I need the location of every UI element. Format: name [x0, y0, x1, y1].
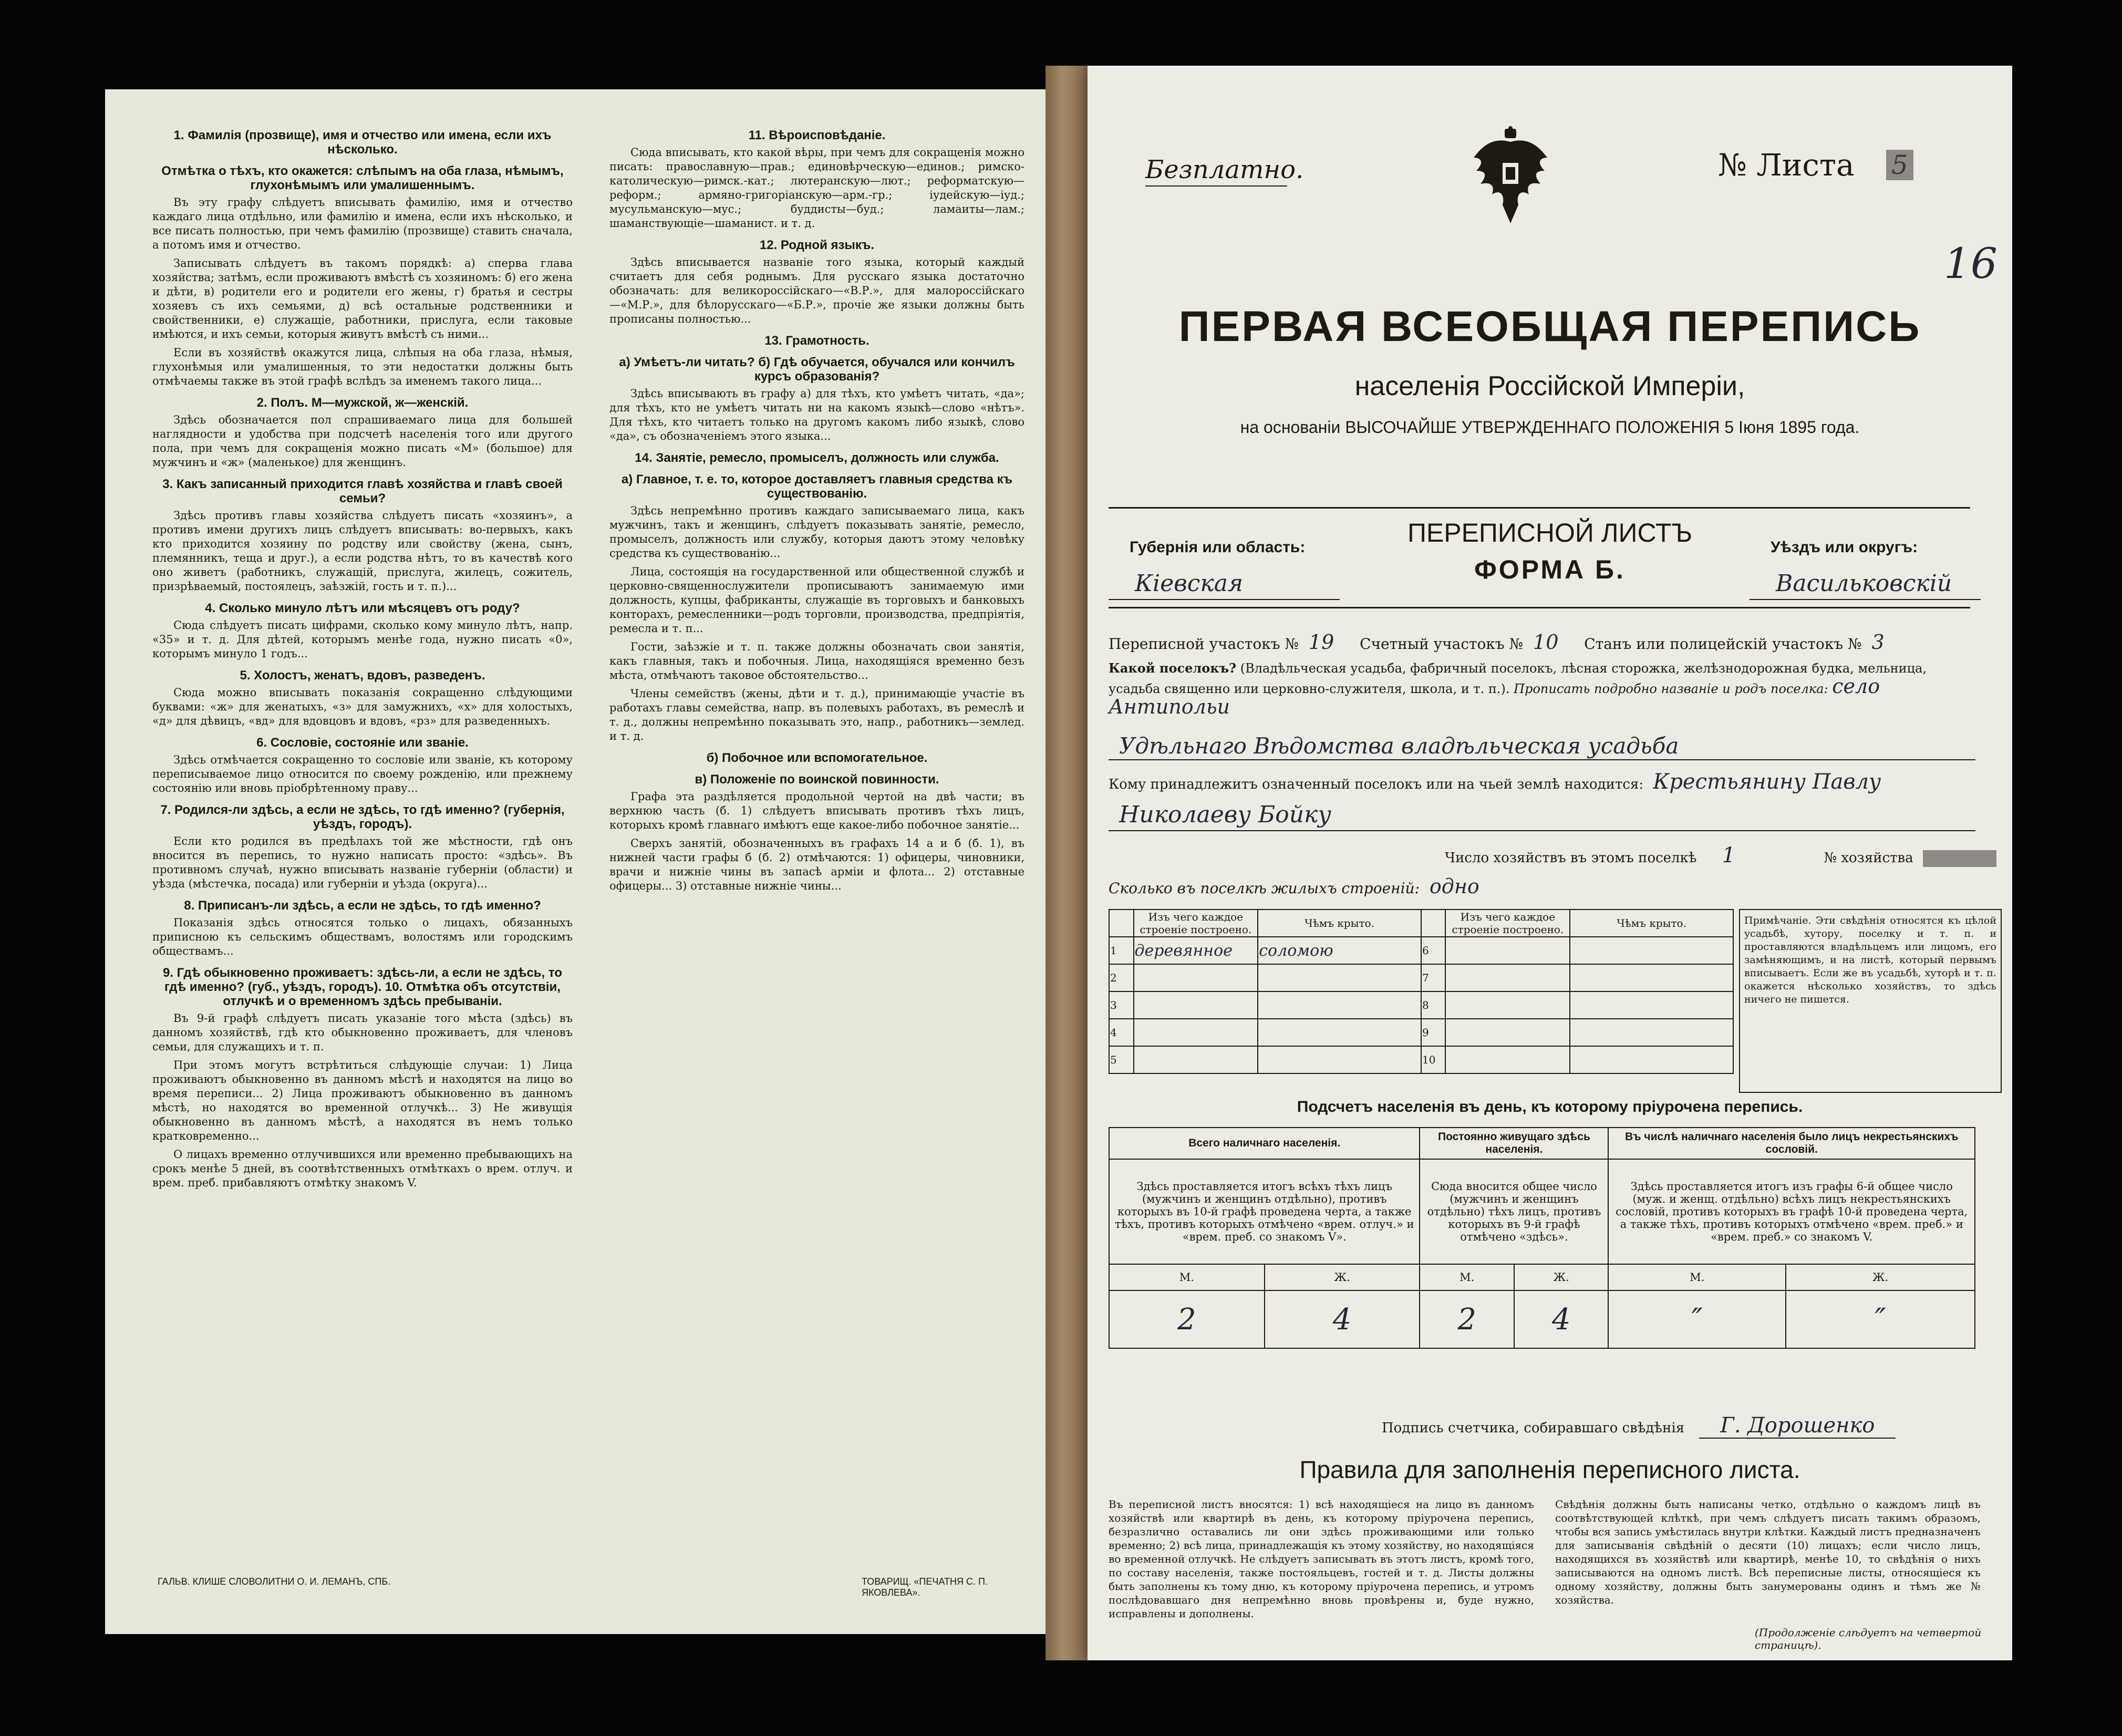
female-header: Ж.	[1514, 1264, 1609, 1290]
instruction-paragraph: Записывать слѣдуетъ въ такомъ порядкѣ: а) сперва глава хозяйства; затѣмъ, если проживаютъ вмѣстѣ съ хозяиномъ: б) его жена и дѣти, в) родители его и родители его жены, г) братья и сестры хозяевъ съ ихъ семьями, д) всѣ остальные родственники и свойственники, е) служащіе, работники, прислуга, если таковые имѣются, и ихъ семьи, которыя живутъ вмѣстѣ съ ними...	[152, 257, 573, 340]
tally-desc-resident: Сюда вносится общее число (мужчинъ и женщинъ отдѣльно) тѣхъ лицъ, противъ которыхъ въ 9-й графѣ отмѣчено «здѣсь».	[1420, 1159, 1608, 1264]
form-legal-basis: на основаніи ВЫСОЧАЙШЕ УТВЕРЖДЕННАГО ПОЛОЖЕНІЯ 5 Іюня 1895 года.	[1240, 418, 1860, 437]
building-number: 7	[1421, 964, 1446, 991]
building-material	[1445, 937, 1570, 964]
households-value: 1	[1722, 843, 1736, 867]
building-material	[1445, 1019, 1570, 1046]
signature-label: Подпись счетчика, собиравшаго свѣдѣнія	[1382, 1420, 1685, 1436]
male-count: ″	[1608, 1290, 1786, 1348]
building-roof	[1258, 964, 1421, 991]
continued-note: (Продолженіе слѣдуетъ на четвертой страницѣ).	[1755, 1626, 1982, 1651]
building-number: 1	[1109, 937, 1134, 964]
printer-mark-right: ТОВАРИЩ. «ПЕЧАТНЯ С. П. ЯКОВЛЕВА».	[862, 1576, 988, 1598]
building-material	[1445, 1046, 1570, 1073]
book-spine	[1046, 66, 1088, 1660]
building-roof	[1258, 991, 1421, 1019]
instruction-heading: а) Главное, т. е. то, которое доставляетъ главныя средства къ существованію.	[621, 472, 1013, 501]
census-form-page	[1088, 66, 2012, 1660]
instruction-paragraph: Графа эта раздѣляется продольной чертой на двѣ части; въ верхнюю часть (б. 1) слѣдуетъ вписывать противъ тѣхъ лицъ, которыхъ кромѣ главнаго имѣютъ еще какое-либо побочное занятіе...	[609, 790, 1024, 831]
building-number: 6	[1421, 937, 1446, 964]
instruction-paragraph: Если кто родился въ предѣлахъ той же мѣстности, гдѣ онъ вносится въ перепись, то нужно написать просто: «здѣсь». Въ противномъ случаѣ, нужно вписывать названіе губерніи (области) и уѣзда (мѣстечка, посада) или губерніи и уѣзда (округа)...	[152, 835, 573, 890]
settlement-value-2: Удѣльнаго Вѣдомства владѣльческая усадьба	[1119, 733, 1679, 759]
tally-title: Подсчетъ населенія въ день, къ которому пріурочена перепись.	[1297, 1098, 1803, 1115]
instructions-column-a	[152, 121, 573, 1555]
left-page	[105, 89, 1046, 1634]
instruction-paragraph: Здѣсь обозначается пол спрашиваемаго лица для большей наглядности и удобства при подсчетѣ населенія того или другого пола, при чемъ для сокращенія можно писать «М» (большое) для мужчинъ и «ж» (маленькое) для женщинъ.	[152, 414, 573, 469]
buildings-note: Примѣчаніе. Эти свѣдѣнія относятся къ цѣлой усадьбѣ, хутору, поселку и т. п. и проставляются владѣльцемъ или лицомъ, его замѣняющимъ, и на листѣ, который первымъ вписываетъ. Если же въ усадьбѣ, хуторѣ и т. п. окажется нѣсколько хозяйствъ, то здѣсь ничего не пишется.	[1739, 909, 2002, 1093]
male-header: М.	[1109, 1264, 1265, 1290]
rules-text-left: Въ переписной листъ вносятся: 1) всѣ находящіеся на лицо въ данномъ хозяйствѣ или квартирѣ въ день, къ которому пріурочена перепись, безразлично оставались ли они здѣсь проживающими или только временно; 2) всѣ лица, принадлежащія къ этому хозяйству, но находящіяся во временной отлучкѣ. Не слѣдуетъ записывать въ этотъ листъ, кромѣ того, по составу населенія, также постояльцевъ, гостей и т. д. Листы должны быть заполнены къ тому дню, къ которому пріурочена перепись, и утромъ послѣдовавшаго дня непремѣнно вновь провѣрены и, буде нужно, исправлены и дополнены.	[1109, 1498, 1534, 1620]
tally-header-nonpeasant: Въ числѣ наличнаго населенія было лицъ некрестьянскихъ сословій.	[1608, 1128, 1975, 1159]
enumerator-signature: Г. Дорошенко	[1699, 1413, 1896, 1439]
instruction-heading: 1. Фамилія (прозвище), имя и отчество или имена, если ихъ нѣсколько.	[173, 128, 552, 157]
household-number-label: № хозяйства	[1824, 850, 1913, 866]
building-material	[1134, 991, 1258, 1019]
rules-title: Правила для заполненія переписного листа.	[1299, 1456, 1800, 1483]
building-roof	[1258, 1019, 1421, 1046]
census-section-value: 19	[1308, 631, 1334, 654]
building-material	[1445, 991, 1570, 1019]
building-number: 10	[1421, 1046, 1446, 1073]
population-tally-table	[1109, 1127, 1975, 1349]
buildings-material-header-2: Изъ чего каждое строеніе построено.	[1445, 910, 1570, 937]
instruction-heading: 6. Сословіе, состояніе или званіе.	[256, 736, 469, 750]
owner-value-2: Николаеву Бойку	[1119, 801, 1331, 828]
sheet-number-label: № Листа	[1718, 147, 1855, 183]
male-header: М.	[1608, 1264, 1786, 1290]
buildings-roof-header-2: Чѣмъ крыто.	[1570, 910, 1733, 937]
instructions-column-b	[609, 121, 1024, 1555]
instruction-heading: в) Положеніе по воинской повинности.	[695, 772, 939, 787]
buildings-label: Сколько въ поселкѣ жилыхъ строеній:	[1109, 880, 1420, 897]
instruction-heading: а) Умѣетъ-ли читать? б) Гдѣ обучается, обучался или кончилъ курсъ образованія?	[619, 355, 1015, 384]
tally-header-present: Всего наличнаго населенія.	[1109, 1128, 1420, 1159]
instruction-paragraph: Здѣсь вписывается названіе того языка, который каждый считаетъ для себя роднымъ. Для русскаго языка достаточно обозначать: для великороссійскаго—«В.Р.», для малороссійскаго—«М.Р.», для бѣлорусскаго—«Б.Р.», прочіе же языки должны быть прописаны полностью...	[609, 256, 1024, 325]
census-section-label: Переписной участокъ №	[1109, 635, 1299, 653]
settlement-block	[1109, 659, 1975, 718]
building-number: 3	[1109, 991, 1134, 1019]
form-subtitle: населенія Россійской Имперіи,	[1354, 371, 1745, 401]
instruction-paragraph: Здѣсь вписывають въ графу а) для тѣхъ, кто умѣетъ читать, «да»; для тѣхъ, кто не умѣетъ читать ни на какомъ языкѣ—слово «нѣтъ». Для тѣхъ, кто читаетъ только на другомъ какомъ либо языкѣ, слово «да», съ обозначеніемъ этого языка...	[609, 387, 1024, 442]
buildings-row	[1109, 1019, 1733, 1046]
building-roof	[1570, 991, 1733, 1019]
female-header: Ж.	[1265, 1264, 1420, 1290]
count-section-label: Счетный участокъ №	[1360, 635, 1524, 653]
guberniya-value: Кіевская	[1135, 570, 1244, 597]
settlement-label: Какой поселокъ?	[1109, 660, 1237, 676]
building-number: 9	[1421, 1019, 1446, 1046]
male-count: 2	[1109, 1290, 1265, 1348]
instruction-paragraph: Здѣсь отмѣчается сокращенно то сословіе или званіе, къ которому переписываемое лицо относится по своему рожденію, или прежнему состоянію или вновь пріобрѣтенному праву...	[152, 753, 573, 794]
instruction-paragraph: Здѣсь непремѣнно противъ каждаго записываемаго лица, какъ мужчинъ, такъ и женщинъ, слѣдуетъ показывать занятіе, ремесло, промыселъ, должность или службу, которыя даютъ этому человѣку средства къ существованію...	[609, 504, 1024, 560]
buildings-table	[1109, 909, 1734, 1074]
female-count: ″	[1786, 1290, 1975, 1348]
building-roof	[1570, 964, 1733, 991]
instruction-paragraph: Гости, заѣзжіе и т. п. также должны обозначать свои занятія, какъ главныя, такъ и побочныя. Лица, находящіяся временно безъ мѣста, отмѣчаютъ таковое обстоятельство...	[609, 640, 1024, 681]
instruction-heading: 9. Гдѣ обыкновенно проживаетъ: здѣсь-ли, а если не здѣсь, то гдѣ именно? (губ., уѣздъ, городъ). 10. Отмѣтка объ отсутствіи, отлучкѣ и о временномъ здѣсь пребываніи.	[163, 966, 562, 1008]
building-material	[1134, 964, 1258, 991]
tally-header-resident: Постоянно живущаго здѣсь населенія.	[1420, 1128, 1608, 1159]
buildings-roof-header: Чѣмъ крыто.	[1258, 910, 1421, 937]
instruction-paragraph: Здѣсь противъ главы хозяйства слѣдуетъ писать «хозяинъ», а противъ имени другихъ лицъ слѣдуетъ вписывать: во-первыхъ, какъ кто приходится хозяину по родству или свойству (жена, сынъ, племянникъ, теща и друг.), а если родства нѣтъ, то въ качествѣ кого оно живетъ (работникъ, служащій, прислуга, жилецъ, сожитель, призрѣваемый, постоялецъ, заѣзжій, гость и т. п.)...	[152, 509, 573, 593]
sheet-number-value: 5	[1886, 150, 1913, 180]
female-count: 4	[1265, 1290, 1420, 1348]
archive-page-number: 16	[1944, 239, 1997, 288]
households-label: Число хозяйствъ въ этомъ поселкѣ	[1445, 850, 1697, 866]
instruction-heading: 8. Приписанъ-ли здѣсь, а если не здѣсь, то гдѣ именно?	[184, 898, 541, 913]
owner-label: Кому принадлежитъ означенный поселокъ или на чьей землѣ находится:	[1109, 777, 1644, 792]
settlement-value-1: село Антипольи	[1109, 675, 1880, 718]
building-roof: соломою	[1258, 937, 1421, 964]
building-roof	[1570, 937, 1733, 964]
stan-label: Станъ или полицейскій участокъ №	[1584, 635, 1862, 653]
instruction-heading: 12. Родной языкъ.	[759, 238, 875, 252]
instruction-paragraph: Члены семействъ (жены, дѣти и т. д.), принимающіе участіе въ работахъ главы семейства, напр. въ полевыхъ работахъ, въ ремеслѣ и т. д., должны непремѣнно показывать это, напр., работникъ—землед. и т. д.	[609, 687, 1024, 742]
settlement-hint-2: Прописать подробно названіе и родъ поселка:	[1514, 681, 1828, 696]
printer-mark-left: ГАЛЬВ. КЛИШЕ СЛОВОЛИТНИ О. И. ЛЕМАНЪ, СПБ.	[158, 1576, 391, 1587]
imperial-eagle-icon	[1471, 126, 1550, 226]
household-number-redacted	[1923, 850, 1996, 867]
male-count: 2	[1420, 1290, 1514, 1348]
instruction-paragraph: При этомъ могутъ встрѣтиться слѣдующіе случаи: 1) Лица проживаютъ обыкновенно въ данномъ мѣстѣ и находятся на лицо во время переписи... 2) Лица проживаютъ обыкновенно въ данномъ мѣстѣ, но находятся во временной отлучкѣ... 3) Не живущія обыкновенно въ данномъ мѣстѣ, а находятся въ немъ только кратковременно...	[152, 1059, 573, 1142]
instruction-heading: 4. Сколько минуло лѣтъ или мѣсяцевъ отъ роду?	[205, 601, 520, 615]
buildings-value: одно	[1429, 875, 1479, 898]
sheet-form-code: ФОРМА Б.	[1474, 555, 1626, 584]
building-number: 5	[1109, 1046, 1134, 1073]
buildings-row	[1109, 1046, 1733, 1073]
building-roof	[1570, 1046, 1733, 1073]
instruction-heading: 14. Занятіе, ремесло, промыселъ, должность или служба.	[635, 451, 999, 465]
sheet-type-title: ПЕРЕПИСНОЙ ЛИСТЪ	[1407, 518, 1693, 547]
instruction-paragraph: Въ эту графу слѣдуетъ вписывать фамилію, имя и отчество каждаго лица отдѣльно, или фамилію и имена, если ихъ нѣсколько, и все писать полностью, при чемъ фамилію (прозвище) ставить сначала, а потомъ имя и отчество.	[152, 196, 573, 251]
instruction-paragraph: Сверхъ занятій, обозначенныхъ въ графахъ 14 а и б (б. 1), въ нижней части графы б (б. 2) отмѣчаются: 1) офицеры, чиновники, врачи и нижніе чины въ запасѣ арміи и флота... 2) отставные офицеры... 3) отставные нижніе чины...	[609, 837, 1024, 892]
building-material	[1445, 964, 1570, 991]
instruction-paragraph: Если въ хозяйствѣ окажутся лица, слѣпыя на оба глаза, нѣмыя, глухонѣмыя или умалишенныя, то эти недостатки должны быть отмѣчаемы также въ этой графѣ вслѣдъ за именемъ такого лица...	[152, 346, 573, 387]
instruction-heading: 11. Вѣроисповѣданіе.	[748, 128, 886, 142]
buildings-row	[1109, 937, 1733, 964]
instruction-heading: 5. Холостъ, женатъ, вдовъ, разведенъ.	[240, 668, 485, 683]
free-label: Безплатно.	[1145, 155, 1304, 184]
owner-value-1: Крестьянину Павлу	[1653, 770, 1881, 794]
instruction-paragraph: Лица, состоящія на государственной или общественной службѣ и церковно-священнослужители прописываютъ занимаемую ими должность, купцы, фабриканты, служащіе въ торговыхъ и банковыхъ конторахъ, ремесленники—родъ торговли, производства, предпріятія, ремесла и т. п...	[609, 565, 1024, 635]
rules-text-right: Свѣдѣнія должны быть написаны четко, отдѣльно о каждомъ лицѣ въ соотвѣтствующей клѣткѣ, при чемъ слѣдуетъ писать такимъ образомъ, чтобы вся запись умѣстилась внутри клѣтки. Каждый листъ предназначенъ для записыванія свѣдѣній о десяти (10) лицахъ; если число лицъ, находящихся въ хозяйствѣ или квартирѣ, менѣе 10, то свѣдѣнія о нихъ записываются на одномъ листѣ. Всѣ переписные листы, относящіеся къ одному хозяйству, должны быть занумерованы одинъ и тѣмъ же № хозяйства.	[1555, 1498, 1981, 1606]
instruction-heading: 2. Полъ. М—мужской, ж—женскій.	[256, 396, 469, 410]
female-count: 4	[1514, 1290, 1609, 1348]
count-section-value: 10	[1533, 631, 1559, 654]
stan-value: 3	[1871, 631, 1885, 654]
instruction-paragraph: Въ 9-й графѣ слѣдуетъ писать указаніе того мѣста (здѣсь) въ данномъ хозяйствѣ, гдѣ кто обыкновенно проживаетъ, для членовъ семьи, для служащихъ и т. п.	[152, 1012, 573, 1053]
buildings-row	[1109, 964, 1733, 991]
building-roof	[1258, 1046, 1421, 1073]
male-header: М.	[1420, 1264, 1514, 1290]
instruction-heading: Отмѣтка о тѣхъ, кто окажется: слѣпымъ на оба глаза, нѣмымъ, глухонѣмымъ или умалишеннымъ.	[161, 164, 564, 192]
tally-desc-present: Здѣсь проставляется итогъ всѣхъ тѣхъ лицъ (мужчинъ и женщинъ отдѣльно), противъ которыхъ въ 10-й графѣ проведена черта, а также тѣхъ, противъ которыхъ отмѣчено «врем. отлуч.» и «врем. преб. со знакомъ V».	[1109, 1159, 1420, 1264]
building-roof	[1570, 1019, 1733, 1046]
female-header: Ж.	[1786, 1264, 1975, 1290]
building-number: 8	[1421, 991, 1446, 1019]
instruction-heading: б) Побочное или вспомогательное.	[706, 751, 928, 765]
tally-desc-nonpeasant: Здѣсь проставляется итогъ изъ графы 6-й общее число (муж. и женщ. отдѣльно) всѣхъ лицъ некрестьянскихъ сословій, противъ которыхъ въ графѣ 10-й проведена черта, а также тѣхъ, противъ которыхъ отмѣчено «врем. преб.» и «врем. преб.» со знакомъ V.	[1608, 1159, 1975, 1264]
form-title: ПЕРВАЯ ВСЕОБЩАЯ ПЕРЕПИСЬ	[1178, 303, 1921, 350]
instruction-paragraph: Сюда вписывать, кто какой вѣры, при чемъ для сокращенія можно писать: православную—прав.; единовѣрческую—единов.; римско-католическую—римск.-кат.; лютеранскую—лют.; реформатскую—реформ.; армяно-григоріанскую—арм.-гр.; іудейскую—іуд.; мусульманскую—мус.; буддисты—буд.; ламаиты—лам.; шаманствующіе—шаманист. и т. д.	[609, 146, 1024, 230]
instruction-paragraph: Сюда слѣдуетъ писать цифрами, сколько кому минуло лѣтъ, напр. «35» и т. д. Для дѣтей, которымъ менѣе года, нужно писать «0», которымъ минуло 1 годъ...	[152, 619, 573, 660]
instruction-heading: 3. Какъ записанный приходится главѣ хозяйства и главѣ своей семьи?	[162, 477, 563, 505]
uezd-label: Уѣздъ или округъ:	[1771, 539, 1918, 556]
building-material: деревянное	[1134, 937, 1258, 964]
building-material	[1134, 1019, 1258, 1046]
uezd-value: Васильковскій	[1776, 570, 1952, 597]
instruction-heading: 7. Родился-ли здѣсь, а если не здѣсь, то гдѣ именно? (губернія, уѣздъ, городъ).	[160, 803, 565, 831]
instruction-heading: 13. Грамотность.	[764, 334, 869, 348]
buildings-row	[1109, 991, 1733, 1019]
instruction-paragraph: О лицахъ временно отлучившихся или временно пребывающихъ на срокъ менѣе 5 дней, въ соотвѣтственныхъ отмѣткахъ о врем. отлуч. и врем. преб. прибавляютъ отмѣтку знакомъ V.	[152, 1148, 573, 1189]
instruction-paragraph: Сюда можно вписывать показанія сокращенно слѣдующими буквами: «ж» для женатыхъ, «з» для замужнихъ, «х» для холостыхъ, «д» для дѣвицъ, «вд» для вдовцовъ и вдовъ, «рз» для разведенныхъ.	[152, 686, 573, 727]
building-number: 4	[1109, 1019, 1134, 1046]
instruction-paragraph: Показанія здѣсь относятся только о лицахъ, обязанныхъ приписною къ сельскимъ обществамъ, волостямъ или городскимъ обществамъ...	[152, 916, 573, 957]
buildings-material-header: Изъ чего каждое строеніе построено.	[1134, 910, 1258, 937]
building-number: 2	[1109, 964, 1134, 991]
guberniya-label: Губернія или область:	[1130, 539, 1306, 556]
building-material	[1134, 1046, 1258, 1073]
settlement-hint: (Владѣльческая усадьба, фабричный поселокъ, лѣсная сторожка, желѣзнодорожная будка, мельница, усадьба священно или церковно-служителя, школа, и т. п.).	[1109, 661, 1927, 696]
